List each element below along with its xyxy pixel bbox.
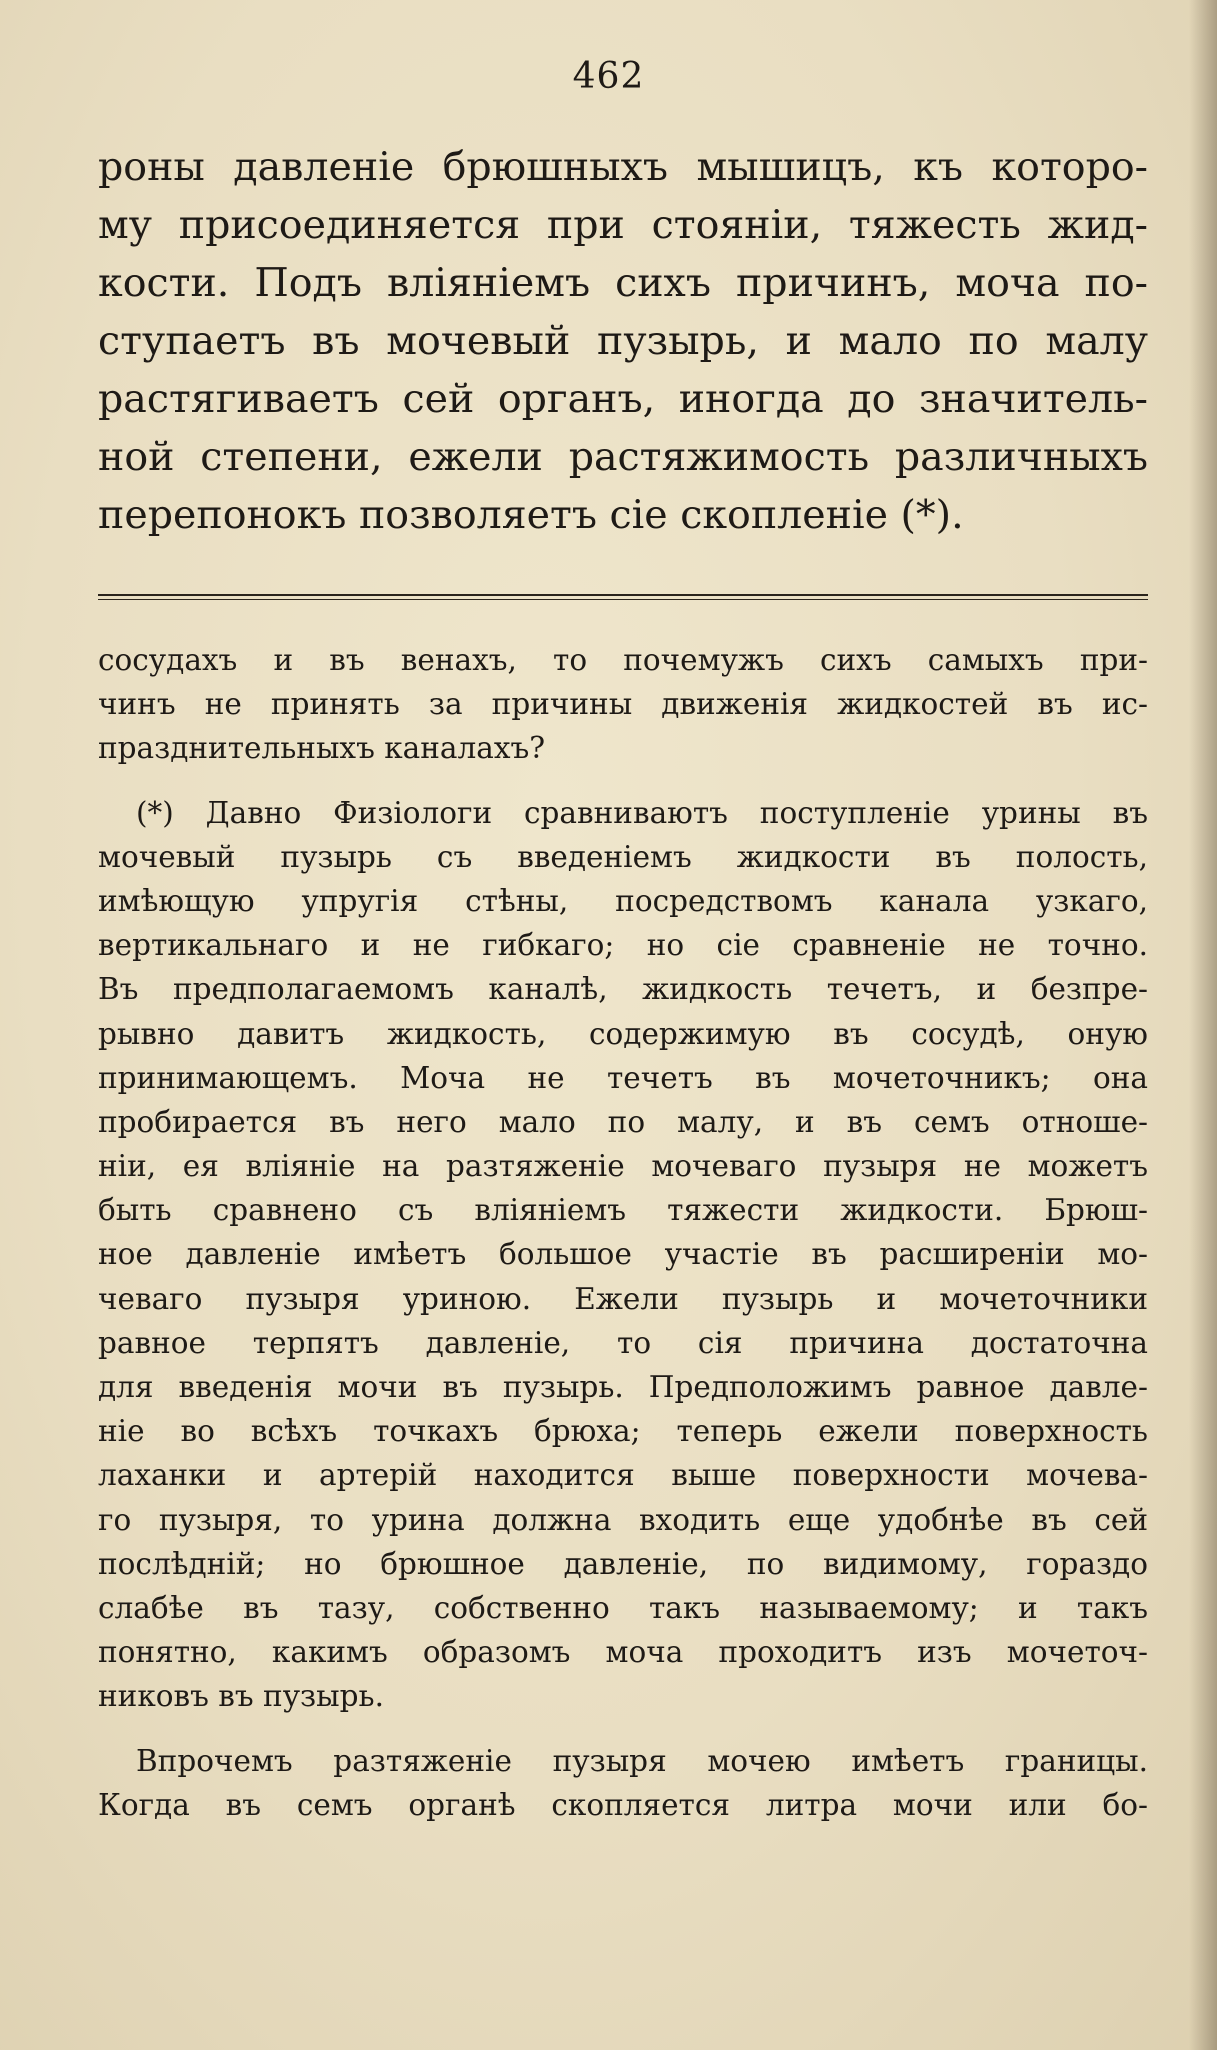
footnote-line: вертикальнаго и не гибкаго; но сіе сравненіе не точно. — [98, 928, 1148, 963]
footnote-line: быть сравнено съ вліяніемъ тяжести жидкости. Брюш- — [98, 1193, 1148, 1228]
footnote-line: лаханки и артерій находится выше поверхности мочева- — [98, 1458, 1148, 1493]
footnote-line: никовъ въ пузырь. — [98, 1679, 384, 1714]
footnote-line: ное давленіе имѣетъ большое участіе въ расширеніи мо- — [98, 1237, 1148, 1272]
footnote-line: ніе во всѣхъ точкахъ брюха; теперь ежели поверхность — [98, 1414, 1148, 1449]
footnote-line: послѣдній; но брюшное давленіе, по видимому, гораздо — [98, 1546, 1148, 1581]
main-text — [98, 138, 1148, 544]
footnote-line: пробирается въ него мало по малу, и въ семъ отноше- — [98, 1104, 1148, 1139]
footnote-line: для введенія мочи въ пузырь. Предположимъ равное давле- — [98, 1370, 1148, 1404]
footnote-line: го пузыря, то урина должна входить еще удобнѣе въ сей — [98, 1502, 1148, 1537]
paragraph-gap — [98, 1719, 1148, 1739]
footnote-line: принимающемъ. Моча не течетъ въ мочеточникъ; она — [98, 1060, 1148, 1095]
footnote-line: ніи, ея вліяніе на разтяженіе мочеваго пузыря не можетъ — [98, 1149, 1148, 1184]
paragraph-gap — [98, 771, 1148, 791]
main-text-line: роны давленіе брюшныхъ мышицъ, къ которо- — [98, 144, 1148, 190]
page-number: 462 — [572, 56, 645, 97]
main-text-line: кости. Подъ вліяніемъ сихъ причинъ, моча по- — [98, 260, 1148, 306]
footnote-paragraph-continuation — [98, 638, 1148, 771]
footnote-line: имѣющую упругія стѣны, посредствомъ канала узкаго, — [98, 883, 1148, 918]
footnote-line: (*) Давно Физіологи сравниваютъ поступленіе урины въ — [136, 795, 1148, 830]
main-text-line: растягиваетъ сей органъ, иногда до значитель- — [98, 376, 1148, 422]
footnote-line: чеваго пузыря уриною. Ежели пузырь и мочеточники — [98, 1281, 1148, 1316]
page-edge-shadow — [1189, 0, 1217, 2050]
footnote-line: чинъ не принять за причины движенія жидкостей въ ис- — [98, 687, 1148, 722]
footnote-section — [98, 638, 1148, 1827]
footnote-line: Когда въ семъ органѣ скопляется литра мочи или бо- — [98, 1787, 1148, 1822]
footnote-line: мочевый пузырь съ введеніемъ жидкости въ полость, — [98, 839, 1148, 874]
footnote-line: празднительныхъ каналахъ? — [98, 731, 546, 766]
footnote-line: сосудахъ и въ венахъ, то почемужъ сихъ самыхъ при- — [98, 643, 1148, 677]
footnote-line: Впрочемъ разтяженіе пузыря мочею имѣетъ границы. — [136, 1743, 1148, 1778]
footnote-paragraph-urine — [98, 791, 1148, 1719]
main-text-line: перепонокъ позволяетъ сіе скопленіе (*). — [98, 492, 964, 538]
footnote-line: рывно давитъ жидкость, содержимую въ сосудѣ, оную — [98, 1016, 1148, 1051]
footnote-line: понятно, какимъ образомъ моча проходитъ изъ мочеточ- — [98, 1635, 1148, 1670]
main-text-line: ной степени, ежели растяжимость различныхъ — [98, 434, 1148, 480]
footnote-line: Въ предполагаемомъ каналѣ, жидкость течетъ, и безпре- — [98, 972, 1148, 1007]
footnote-line: слабѣе въ тазу, собственно такъ называемому; и такъ — [98, 1590, 1148, 1625]
main-text-line: ступаетъ въ мочевый пузырь, и мало по малу — [98, 318, 1148, 364]
footnote-line: равное терпятъ давленіе, то сія причина достаточна — [98, 1325, 1148, 1360]
main-text-line: му присоединяется при стояніи, тяжесть жид- — [98, 202, 1148, 248]
footnote-separator — [98, 594, 1148, 596]
footnote-paragraph-bladder-limits — [98, 1739, 1148, 1827]
